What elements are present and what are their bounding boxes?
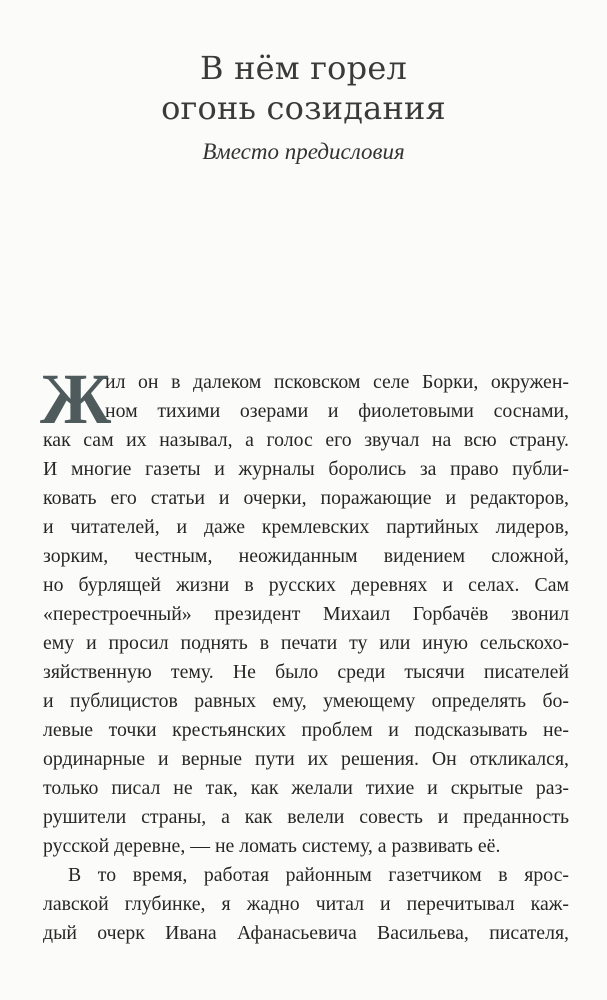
text-line: зорким, честным, неожиданным видением сложной,	[43, 545, 569, 567]
text-line: И многие газеты и журналы боролись за право публи-	[43, 458, 569, 480]
text-line: и читателей, и даже кремлевских партийных лидеров,	[43, 516, 569, 538]
text-line: левые точки крестьянских проблем и подсказывать не-	[43, 719, 569, 741]
chapter-title-line-2: огонь созидания	[161, 89, 446, 127]
text-line: ему и просил поднять в печати ту или иную сельскохо-	[43, 632, 569, 654]
text-line: ном тихими озерами и фиолетовыми соснами,	[105, 400, 569, 422]
chapter-subtitle: Вместо предисловия	[202, 139, 405, 164]
text-line: рушители страны, а как велели совесть и преданность	[43, 806, 569, 828]
chapter-heading	[0, 48, 607, 166]
drop-cap: Ж	[40, 359, 112, 439]
text-line: зяйственную тему. Не было среди тысячи писателей	[43, 661, 569, 683]
body-text	[43, 368, 569, 948]
text-line: только писал не так, как желали тихие и скрытые раз-	[43, 777, 569, 799]
text-line: дый очерк Ивана Афанасьевича Васильева, писателя,	[43, 922, 569, 944]
chapter-title-line-1: В нём горел	[200, 49, 407, 87]
text-line: и публицистов равных ему, умеющему определять бо-	[43, 690, 569, 712]
text-line: ил он в далеком псковском селе Борки, окружен-	[105, 371, 569, 393]
text-line: как сам их называл, а голос его звучал на всю страну.	[43, 429, 569, 451]
text-line: лавской глубинке, я жадно читал и перечитывал каж-	[43, 893, 569, 915]
text-line: В то время, работая районным газетчиком в ярос-	[68, 864, 569, 886]
text-line: «перестроечный» президент Михаил Горбачёв звонил	[43, 603, 569, 625]
text-line: ординарные и верные пути их решения. Он откликался,	[43, 748, 569, 770]
text-line: ковать его статьи и очерки, поражающие и редакторов,	[43, 487, 569, 509]
text-line: русской деревне, — не ломать систему, а развивать её.	[43, 835, 501, 857]
text-line: но бурлящей жизни в русских деревнях и селах. Сам	[43, 574, 569, 596]
